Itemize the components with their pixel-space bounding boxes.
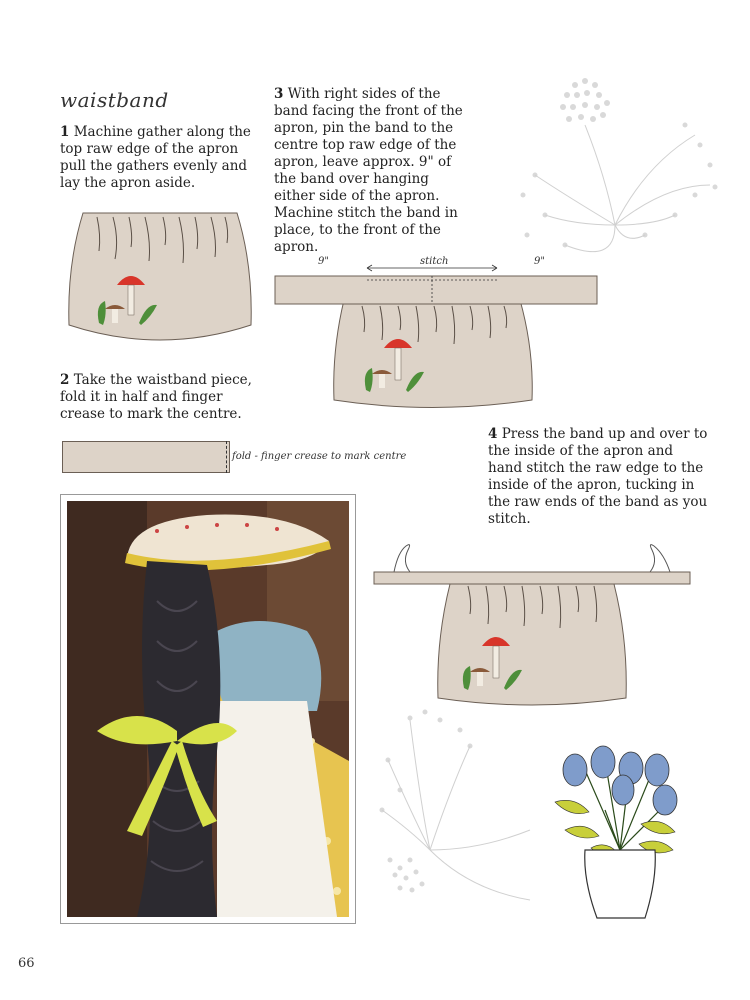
flower-vase-illustration (545, 740, 695, 925)
section-title: waistband (60, 88, 169, 112)
band-pinned-diagram (272, 250, 602, 410)
apron-gathered-illustration (65, 205, 255, 350)
fold-label: fold - finger crease to mark centre (232, 451, 407, 462)
step-2-number: 2 (60, 372, 70, 388)
step-1-number: 1 (60, 124, 70, 140)
band-folded-diagram (372, 540, 692, 710)
page-number: 66 (18, 956, 35, 971)
step-3-body: With right sides of the band facing the front of the apron, pin the band to the centre top raw edge of the apron, leave approx. 9" of the band over hanging either side of the apron. Machine stitch the band in place, to the front of the apron. (274, 86, 463, 255)
fold-line (226, 441, 227, 473)
dandelion-decoration-middle (370, 700, 550, 920)
step-2-text (60, 372, 265, 423)
folded-waistband-strip (62, 441, 230, 473)
step-4-body: Press the band up and over to the inside of the apron and hand stitch the raw edge to the inside of the apron, tucking in the raw ends of the band as you stitch. (488, 426, 708, 527)
stitch-label: stitch (420, 256, 449, 267)
step-2-body: Take the waistband piece, fold it in half and finger crease to mark the centre. (60, 372, 252, 422)
overhang-left-label: 9" (318, 256, 329, 267)
doll-photo (60, 494, 356, 924)
step-1-body: Machine gather along the top raw edge of the apron pull the gathers evenly and lay the apron aside. (60, 124, 251, 191)
overhang-right-label: 9" (534, 256, 545, 267)
step-3-text (274, 86, 474, 256)
step-3-number: 3 (274, 86, 284, 102)
step-1-text (60, 124, 265, 192)
step-4-text (488, 426, 708, 528)
step-4-number: 4 (488, 426, 498, 442)
